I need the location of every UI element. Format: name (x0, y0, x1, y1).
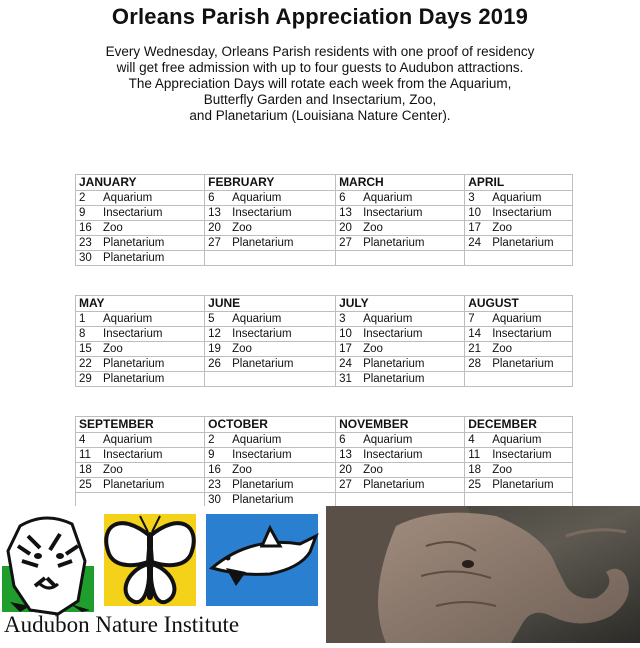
day-cell (465, 372, 573, 387)
intro-line: will get free admission with up to four guests to Audubon attractions. (116, 60, 524, 75)
month-name: DECEMBER (465, 417, 573, 433)
day-cell (465, 206, 573, 221)
day-number: 21 (468, 343, 481, 355)
day-cell (465, 463, 573, 478)
attraction-name: Planetarium (492, 479, 554, 491)
day-number: 3 (339, 313, 346, 325)
day-number: 12 (208, 328, 221, 340)
day-number: 6 (339, 192, 346, 204)
day-cell (465, 433, 573, 448)
attraction-name: Aquarium (103, 434, 153, 446)
day-cell (336, 372, 465, 387)
attraction-name: Zoo (492, 343, 513, 355)
day-number: 11 (468, 449, 481, 461)
day-number: 24 (339, 358, 352, 370)
attraction-name: Aquarium (363, 192, 413, 204)
attraction-name: Zoo (363, 222, 383, 234)
day-cell (465, 191, 573, 206)
table-row (76, 236, 573, 251)
attraction-name: Aquarium (363, 313, 413, 325)
attraction-name: Zoo (232, 343, 252, 355)
day-cell (205, 206, 336, 221)
attraction-name: Insectarium (492, 449, 552, 461)
calendar-block (75, 295, 573, 387)
attraction-name: Planetarium (232, 494, 294, 506)
table-row (76, 357, 573, 372)
day-cell (76, 357, 205, 372)
day-number: 16 (208, 464, 221, 476)
day-number: 1 (79, 313, 86, 325)
day-number: 13 (339, 207, 352, 219)
day-number: 18 (79, 464, 92, 476)
day-number: 13 (208, 207, 221, 219)
table-row (76, 327, 573, 342)
table-row (76, 463, 573, 478)
day-cell (205, 327, 336, 342)
table-row (76, 342, 573, 357)
day-number: 10 (468, 207, 481, 219)
day-cell (205, 251, 336, 266)
month-name: JANUARY (76, 175, 205, 191)
month-name: MAY (76, 296, 205, 312)
month-name: AUGUST (465, 296, 573, 312)
attraction-name: Aquarium (492, 192, 542, 204)
attraction-name: Zoo (103, 343, 123, 355)
attraction-name: Planetarium (232, 479, 294, 491)
attraction-name: Insectarium (492, 328, 552, 340)
day-cell (76, 221, 205, 236)
day-number: 11 (79, 449, 91, 461)
attraction-name: Aquarium (103, 313, 153, 325)
calendar-block (75, 416, 573, 508)
day-cell (336, 206, 465, 221)
day-cell (76, 463, 205, 478)
organization-name: Audubon Nature Institute (4, 612, 240, 637)
day-cell (465, 251, 573, 266)
attraction-name: Zoo (232, 464, 252, 476)
attraction-name: Zoo (103, 222, 123, 234)
day-cell (336, 191, 465, 206)
day-number: 17 (468, 222, 481, 234)
day-number: 25 (79, 479, 92, 491)
attraction-name: Insectarium (363, 449, 423, 461)
day-number: 13 (339, 449, 352, 461)
day-number: 5 (208, 313, 215, 325)
day-number: 26 (208, 358, 221, 370)
attraction-name: Insectarium (363, 328, 423, 340)
day-number: 18 (468, 464, 481, 476)
day-number: 31 (339, 373, 352, 385)
day-number: 4 (79, 434, 86, 446)
attraction-name: Insectarium (363, 207, 423, 219)
day-number: 2 (208, 434, 215, 446)
table-row (76, 206, 573, 221)
table-row (76, 433, 573, 448)
attraction-name: Insectarium (103, 449, 163, 461)
day-number: 3 (468, 192, 475, 204)
table-row (76, 191, 573, 206)
day-number: 23 (79, 237, 92, 249)
day-cell (76, 206, 205, 221)
day-cell (205, 478, 336, 493)
attraction-name: Planetarium (103, 252, 165, 264)
day-cell (336, 236, 465, 251)
day-cell (76, 251, 205, 266)
attraction-name: Planetarium (363, 479, 425, 491)
butterfly-icon (104, 514, 196, 606)
day-cell (336, 251, 465, 266)
table-row (76, 478, 573, 493)
intro-line: Every Wednesday, Orleans Parish residents with one proof of residency (105, 44, 535, 59)
attraction-name: Aquarium (492, 313, 542, 325)
attraction-name: Aquarium (232, 313, 282, 325)
day-cell (205, 342, 336, 357)
table-row (76, 448, 573, 463)
day-number: 25 (468, 479, 481, 491)
day-cell (205, 221, 336, 236)
intro-text (50, 44, 590, 124)
attraction-name: Planetarium (232, 237, 294, 249)
table-row (76, 251, 573, 266)
day-cell (205, 191, 336, 206)
month-name: JULY (336, 296, 465, 312)
attraction-name: Insectarium (232, 449, 292, 461)
intro-line: Butterfly Garden and Insectarium, Zoo, (203, 92, 437, 107)
attraction-name: Planetarium (103, 479, 165, 491)
day-cell (76, 312, 205, 327)
elephant-image (326, 506, 640, 643)
day-cell (76, 342, 205, 357)
day-number: 4 (468, 434, 475, 446)
attraction-name: Zoo (363, 464, 383, 476)
attraction-name: Planetarium (363, 358, 425, 370)
attraction-name: Planetarium (492, 237, 554, 249)
page-title: Orleans Parish Appreciation Days 2019 (111, 4, 529, 29)
day-cell (76, 478, 205, 493)
day-number: 28 (468, 358, 481, 370)
day-number: 24 (468, 237, 481, 249)
attraction-name: Insectarium (232, 328, 292, 340)
day-number: 6 (339, 434, 346, 446)
day-cell (465, 448, 573, 463)
attraction-name: Aquarium (363, 434, 413, 446)
attraction-name: Insectarium (103, 328, 163, 340)
month-name: APRIL (465, 175, 573, 191)
day-number: 16 (79, 222, 92, 234)
day-number: 7 (468, 313, 475, 325)
shark-icon (206, 514, 318, 606)
month-name: SEPTEMBER (76, 417, 205, 433)
day-number: 20 (339, 222, 352, 234)
day-cell (465, 236, 573, 251)
day-number: 27 (339, 479, 352, 491)
day-number: 9 (208, 449, 215, 461)
day-cell (205, 236, 336, 251)
attraction-name: Planetarium (492, 358, 554, 370)
day-number: 6 (208, 192, 215, 204)
day-cell (336, 433, 465, 448)
attraction-name: Insectarium (103, 207, 163, 219)
attraction-name: Planetarium (363, 237, 425, 249)
day-number: 27 (208, 237, 221, 249)
day-cell (76, 236, 205, 251)
day-number: 19 (208, 343, 221, 355)
day-cell (336, 312, 465, 327)
calendar-block (75, 174, 573, 266)
month-name: NOVEMBER (336, 417, 465, 433)
day-cell (465, 357, 573, 372)
table-row (76, 312, 573, 327)
day-number: 8 (79, 328, 86, 340)
day-cell (205, 448, 336, 463)
attraction-name: Planetarium (103, 237, 165, 249)
table-row (76, 221, 573, 236)
day-number: 22 (79, 358, 92, 370)
attraction-name: Aquarium (492, 434, 542, 446)
day-cell (336, 327, 465, 342)
month-name: FEBRUARY (205, 175, 336, 191)
day-cell (465, 221, 573, 236)
day-cell (465, 312, 573, 327)
day-number: 2 (79, 192, 86, 204)
day-cell (465, 327, 573, 342)
attraction-name: Planetarium (103, 373, 165, 385)
day-cell (205, 312, 336, 327)
attraction-name: Zoo (232, 222, 252, 234)
day-cell (336, 357, 465, 372)
day-cell (205, 463, 336, 478)
day-number: 27 (339, 237, 352, 249)
attraction-name: Planetarium (103, 358, 165, 370)
attraction-name: Planetarium (363, 373, 425, 385)
day-cell (336, 342, 465, 357)
attraction-name: Insectarium (492, 207, 552, 219)
elephant-photo (326, 506, 640, 643)
day-number: 14 (468, 328, 481, 340)
day-cell (465, 478, 573, 493)
day-number: 20 (339, 464, 352, 476)
day-number: 15 (79, 343, 92, 355)
attraction-name: Planetarium (232, 358, 294, 370)
day-cell (76, 327, 205, 342)
day-number: 9 (79, 207, 86, 219)
day-number: 30 (79, 252, 92, 264)
month-header-row (76, 417, 573, 433)
day-cell (205, 357, 336, 372)
attraction-name: Zoo (492, 222, 513, 234)
day-number: 23 (208, 479, 221, 491)
day-number: 10 (339, 328, 352, 340)
tiger-icon (2, 514, 94, 614)
day-cell (336, 221, 465, 236)
day-cell (76, 448, 205, 463)
month-header-row (76, 175, 573, 191)
day-cell (465, 342, 573, 357)
intro-line: and Planetarium (Louisiana Nature Center). (189, 108, 451, 123)
day-cell (76, 433, 205, 448)
table-row (76, 372, 573, 387)
attraction-name: Zoo (492, 464, 513, 476)
month-name: JUNE (205, 296, 336, 312)
day-number: 20 (208, 222, 221, 234)
day-number: 17 (339, 343, 352, 355)
intro-line: The Appreciation Days will rotate each week from the Aquarium, (128, 76, 512, 91)
logo-strip (0, 506, 328, 643)
day-cell (76, 191, 205, 206)
day-cell (76, 372, 205, 387)
attraction-name: Aquarium (232, 434, 282, 446)
attraction-name: Zoo (103, 464, 123, 476)
attraction-name: Insectarium (232, 207, 292, 219)
attraction-name: Aquarium (103, 192, 153, 204)
day-cell (336, 448, 465, 463)
attraction-name: Aquarium (232, 192, 282, 204)
day-number: 30 (208, 494, 221, 506)
day-cell (336, 478, 465, 493)
day-cell (205, 433, 336, 448)
month-header-row (76, 296, 573, 312)
day-cell (336, 463, 465, 478)
month-name: OCTOBER (205, 417, 336, 433)
day-number: 29 (79, 373, 92, 385)
month-name: MARCH (336, 175, 465, 191)
attraction-name: Zoo (363, 343, 383, 355)
day-cell (205, 372, 336, 387)
